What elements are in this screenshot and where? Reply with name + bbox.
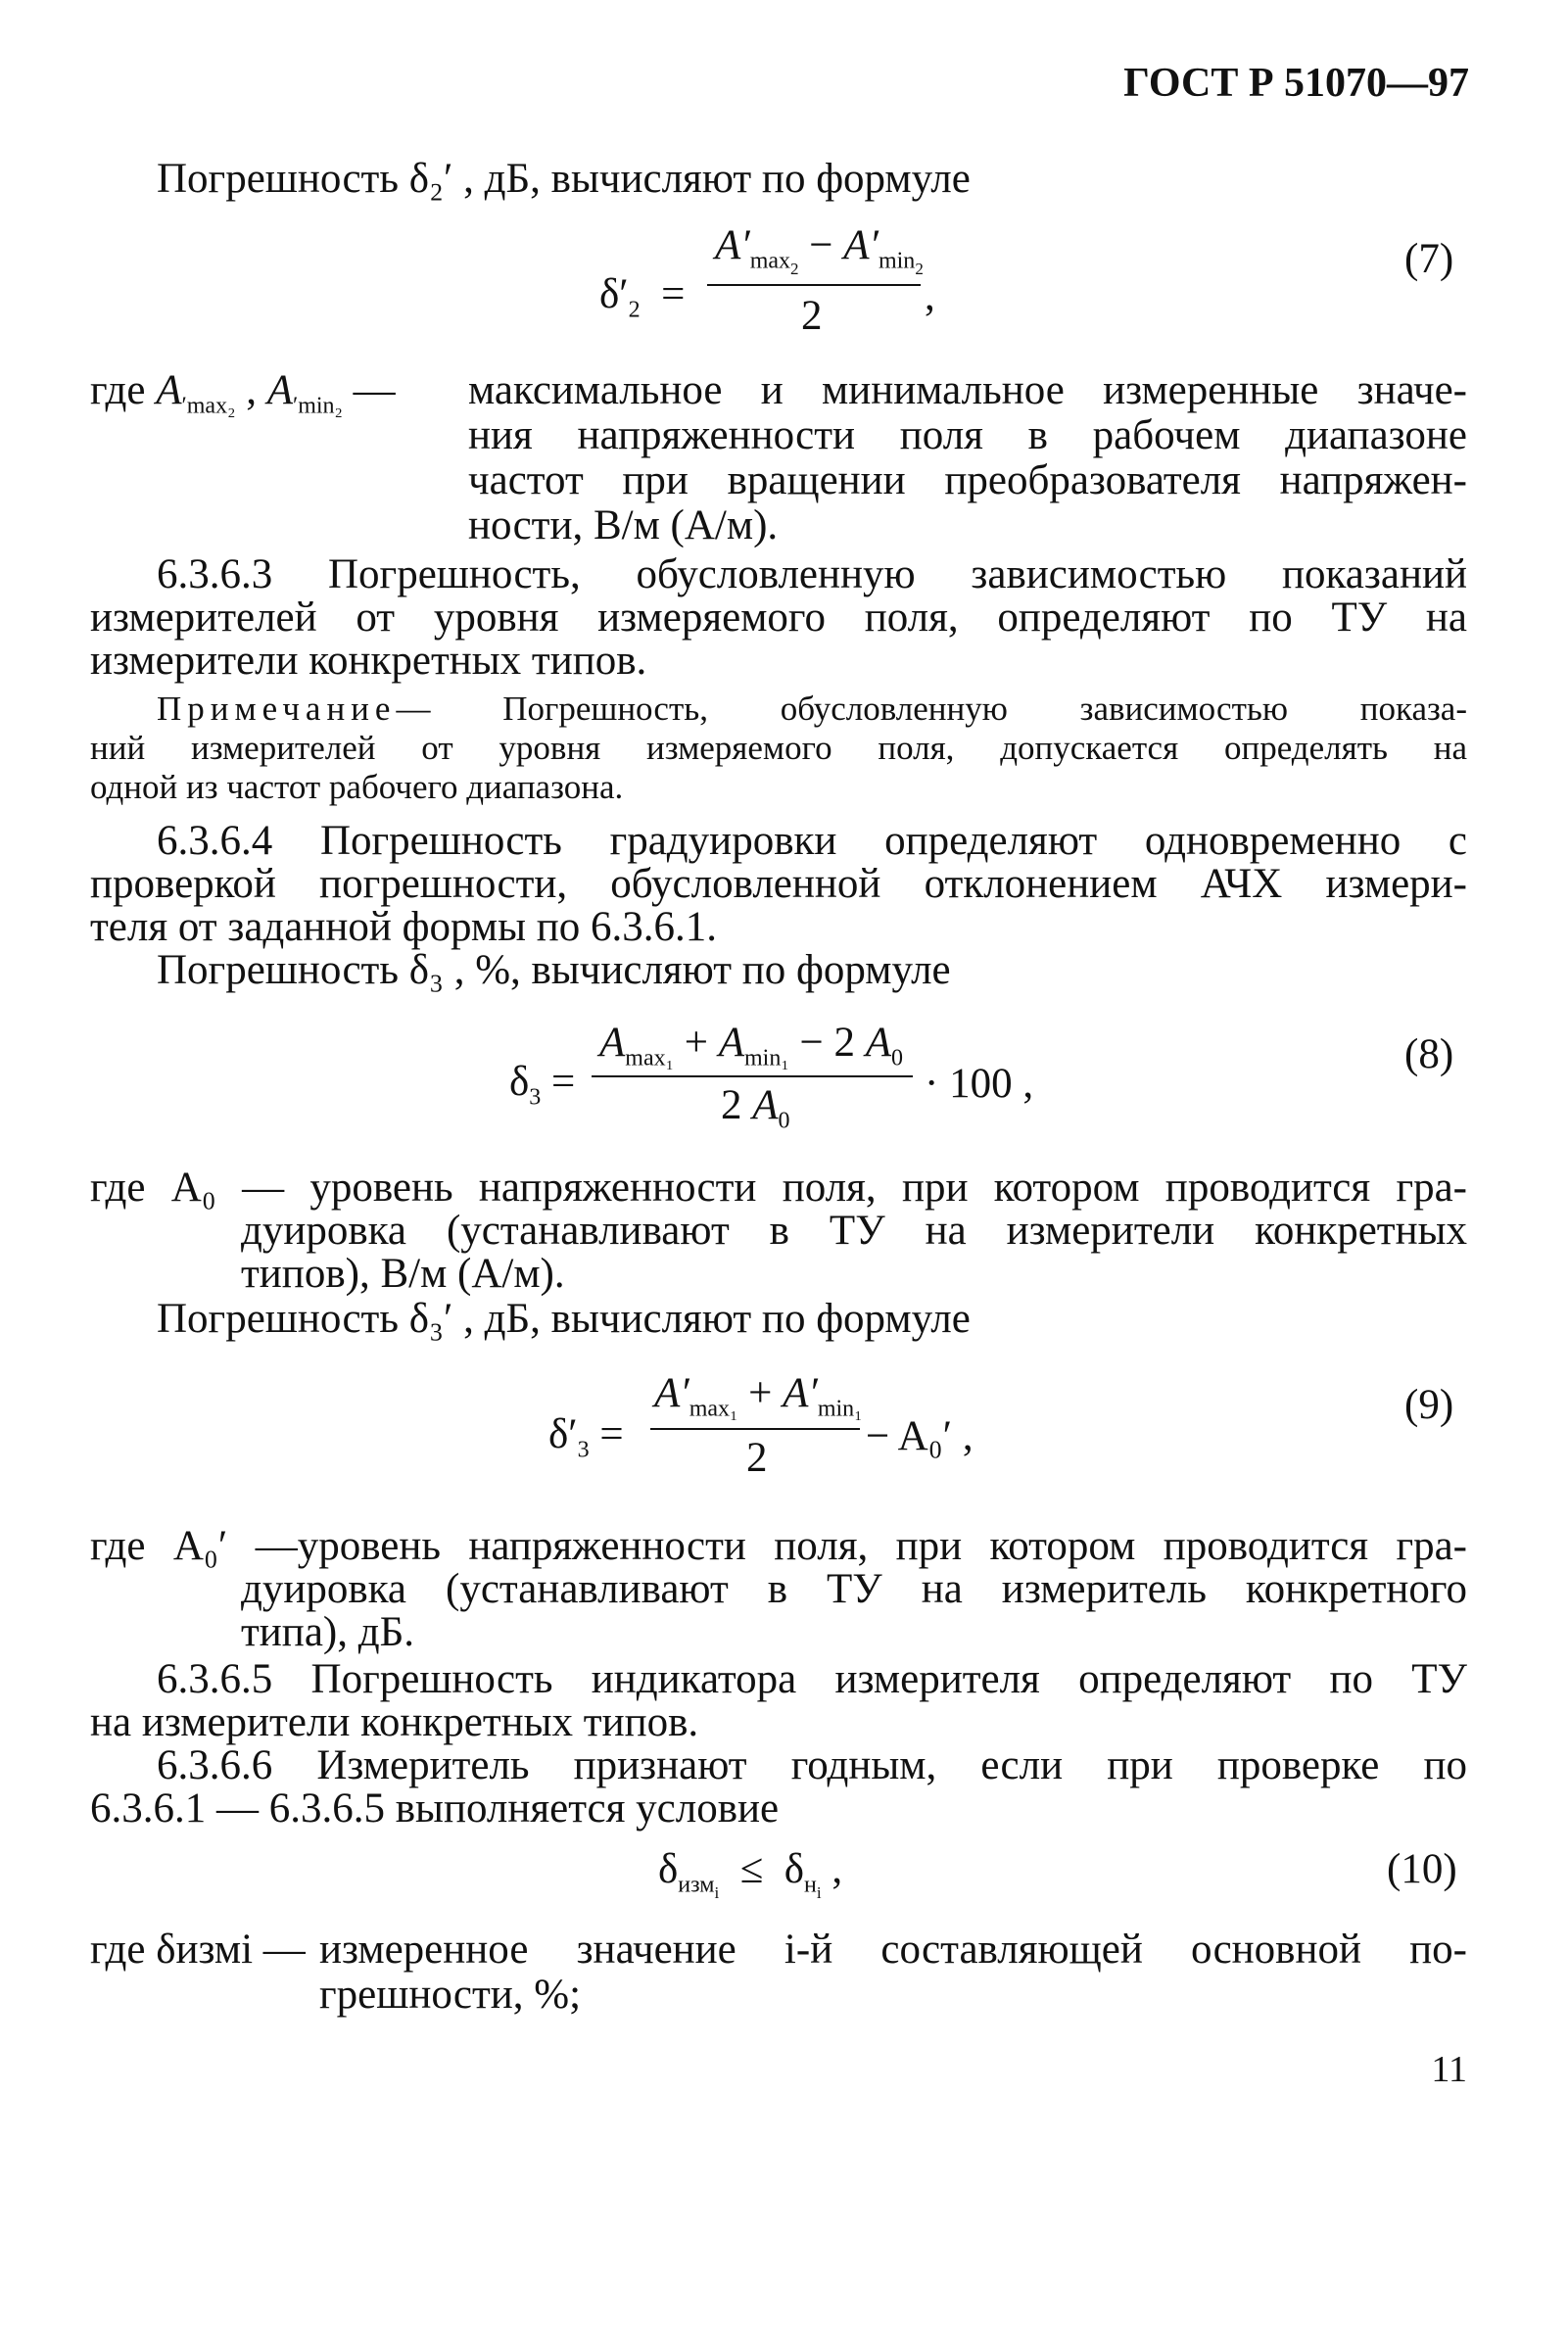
- eq8-tail: · 100 ,: [925, 1061, 1034, 1107]
- where7-line4: ности, В/м (А/м).: [468, 502, 779, 548]
- eq7-num-op: −: [809, 222, 833, 268]
- eq9-lhs-sub: 3: [577, 1437, 590, 1463]
- p6363-line1: 6.3.6.3 Погрешность, обусловленную зависимостью показаний: [157, 551, 1467, 597]
- note-line1: Примечание— Погрешность, обусловленную зависимостью показа-: [157, 690, 1467, 728]
- note-line3: одной из частот рабочего диапазона.: [90, 768, 624, 806]
- eq8-denominator: 2 $A_0$: [721, 1082, 790, 1134]
- page-number: 11: [1431, 2049, 1467, 2090]
- eq7-num-b-sub: min: [878, 248, 916, 274]
- eq8-num-c-sub: 0: [891, 1045, 904, 1071]
- eq7-tail: ,: [925, 273, 935, 319]
- where9-line1: где A₀′ —уровень напряженности поля, при котором проводится гра-: [90, 1523, 1467, 1569]
- document-number: ГОСТ Р 51070—97: [1123, 61, 1469, 106]
- eq8-number: (8): [1404, 1031, 1454, 1077]
- where7-label: где $A_{'max_2}$ , $A_{'min_2}$ —: [90, 367, 396, 419]
- where8-line4: Погрешность δ₃′ , дБ, вычисляют по формуле: [157, 1296, 971, 1342]
- eq7-number: (7): [1404, 236, 1454, 282]
- eq7-lhs: δ′: [599, 271, 629, 317]
- where10-line1: измеренное значение i-й составляющей основной по-: [319, 1927, 1467, 1973]
- p6366-line1: 6.3.6.6 Измеритель признают годным, если при проверке по: [157, 1742, 1467, 1788]
- eq9-fraction-bar: [650, 1428, 860, 1430]
- eq9-num-a-sub: max₁: [689, 1396, 738, 1422]
- where9-line3: типа), дБ.: [241, 1609, 415, 1655]
- where10-line2: грешности, %;: [319, 1972, 582, 2018]
- p6363-line2: измерителей от уровня измеряемого поля, определяют по ТУ на: [90, 595, 1467, 641]
- eq8-fraction-bar: [592, 1075, 913, 1077]
- eq9-number: (9): [1404, 1382, 1454, 1428]
- where7-line2: ния напряженности поля в рабочем диапазоне: [468, 412, 1467, 458]
- p6364-line4: Погрешность δ₃ , %, вычисляют по формуле: [157, 947, 951, 993]
- p6366-line2: 6.3.6.1 — 6.3.6.5 выполняется условие: [90, 1785, 780, 1832]
- where8-line3: типов), В/м (А/м).: [241, 1251, 565, 1297]
- eq9-tail: − A₀′ ,: [866, 1413, 974, 1459]
- p6364-line3: теля от заданной формы по 6.3.6.1.: [90, 904, 717, 950]
- note-label: Примечание: [157, 690, 397, 728]
- where9-line2: дуировка (устанавливают в ТУ на измеритель конкретного: [241, 1566, 1467, 1612]
- p6365-line1: 6.3.6.5 Погрешность индикатора измерителя определяют по ТУ: [157, 1656, 1467, 1702]
- eq7-num-a: A′: [715, 222, 750, 268]
- p6364-line1: 6.3.6.4 Погрешность градуировки определяют одновременно с: [157, 818, 1467, 864]
- p6365-line2: на измерители конкретных типов.: [90, 1699, 699, 1745]
- paragraph-intro-delta2: Погрешность δ₂′ , дБ, вычисляют по формуле: [157, 156, 971, 202]
- eq8-lhs-sub: 3: [529, 1084, 542, 1111]
- eq7-denominator: 2: [801, 293, 823, 339]
- eq8-lhs: δ: [509, 1059, 530, 1105]
- eq7-num-b: A′: [843, 222, 879, 268]
- where10-label: где δизмi —: [90, 1927, 306, 1973]
- p6363-line3: измерители конкретных типов.: [90, 638, 647, 684]
- eq10-number: (10): [1387, 1846, 1457, 1892]
- eq7-num-a-subsub: 2: [790, 260, 799, 278]
- where7-line1: максимальное и минимальное измеренные значе-: [468, 367, 1467, 413]
- eq7-lhs-sub: 2: [628, 297, 641, 323]
- eq9-lhs: δ′: [548, 1411, 578, 1457]
- eq7-num-b-subsub: 2: [915, 260, 924, 278]
- eq9-denominator: 2: [746, 1435, 768, 1481]
- where7-line3: частот при вращении преобразователя напряжен-: [468, 457, 1467, 503]
- eq8-num-b-sub: min₁: [744, 1045, 789, 1071]
- note-line2: ний измерителей от уровня измеряемого поля, допускается определять на: [90, 729, 1467, 767]
- eq8-num-a-sub: max₁: [625, 1045, 674, 1071]
- where8-line1: где A₀ — уровень напряженности поля, при котором проводится гра-: [90, 1165, 1467, 1211]
- where8-line2: дуировка (устанавливают в ТУ на измерители конкретных: [241, 1208, 1467, 1254]
- eq7-fraction-bar: [707, 284, 921, 286]
- eq7-num-a-sub: max: [749, 248, 791, 274]
- eq9-num-b-sub: min₁: [817, 1396, 863, 1422]
- p6364-line2: проверкой погрешности, обусловленной отклонением АЧХ измери-: [90, 861, 1467, 907]
- equation-10: $\delta_{измi} \le \delta_{нi}$ ,: [658, 1846, 843, 1902]
